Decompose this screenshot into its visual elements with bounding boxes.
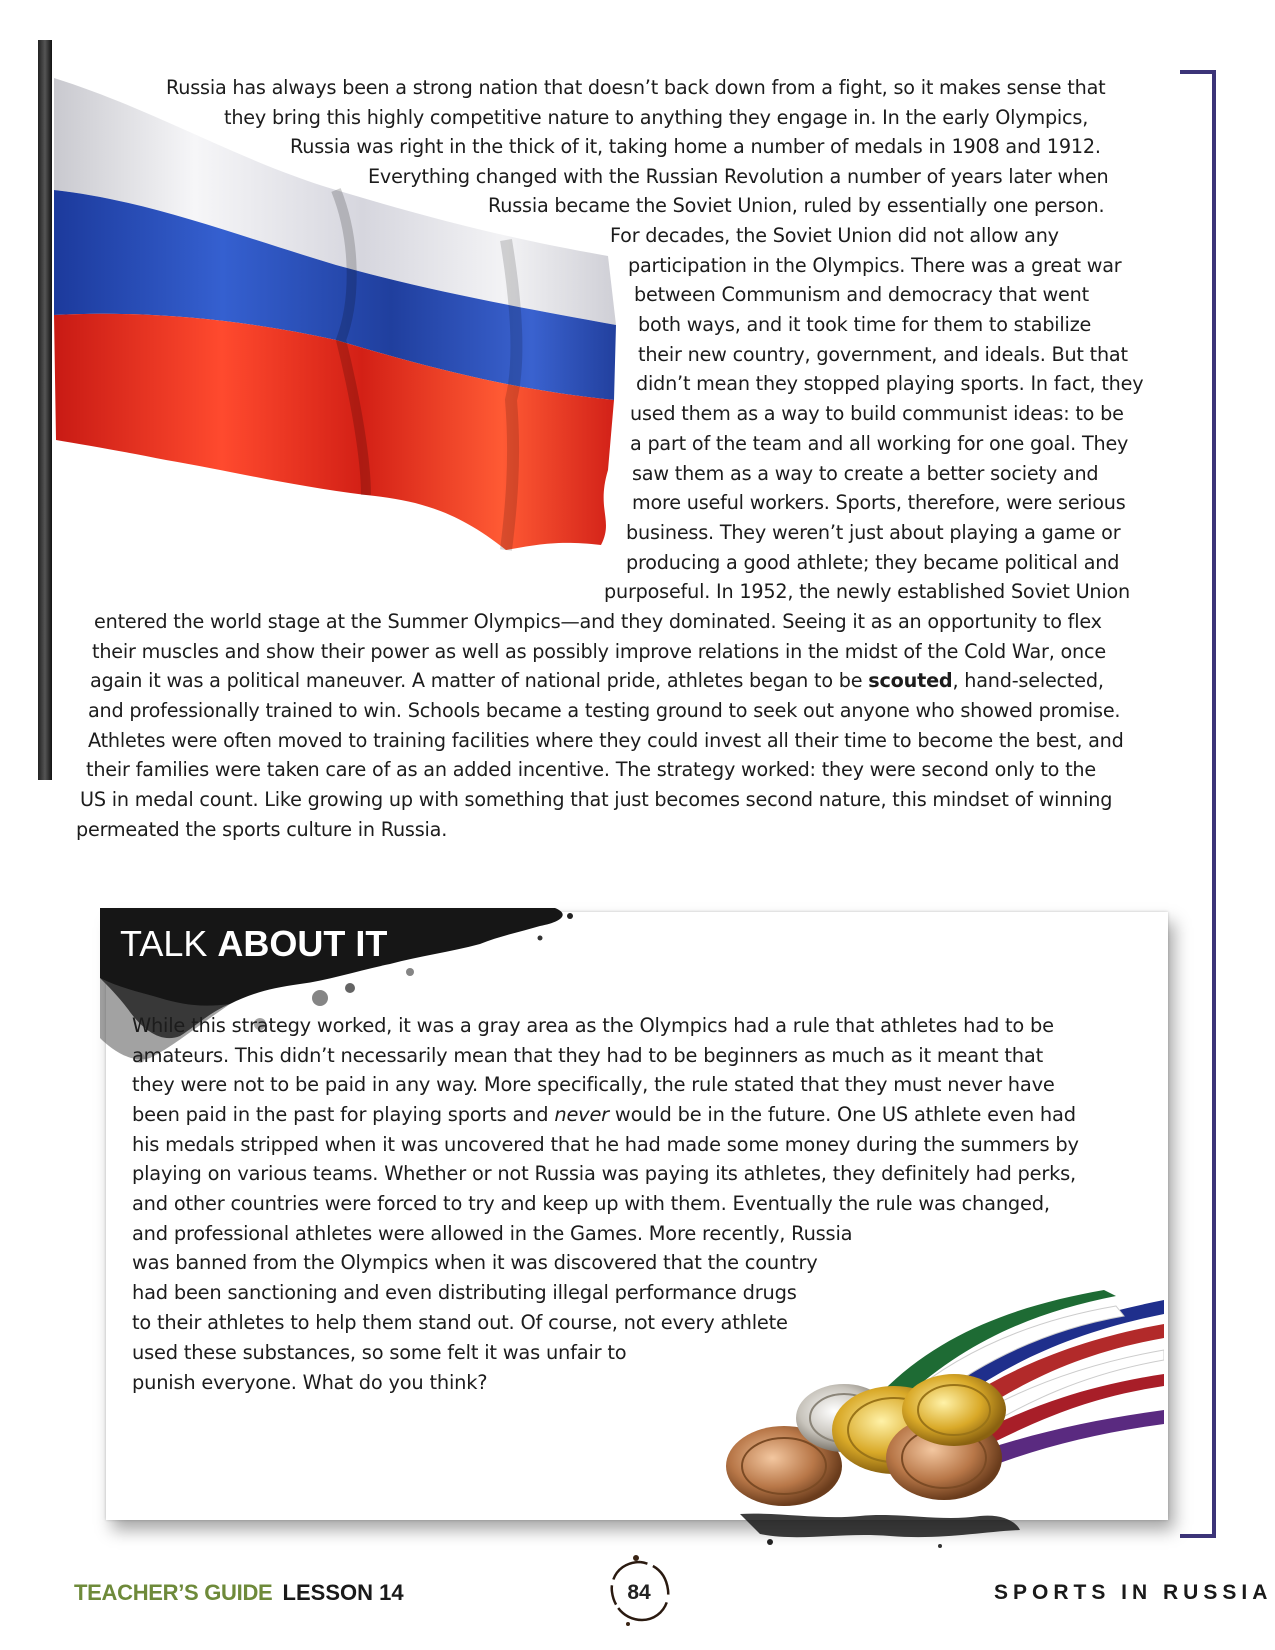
intro-line-post: , hand-selected, [952,669,1104,692]
talk-line-never [132,1103,1076,1127]
intro-line: participation in the Olympics. There was a great war [628,254,1122,277]
footer-lesson: LESSON 14 [282,1580,404,1605]
olympic-medals-image [724,1290,1164,1518]
intro-line: both ways, and it took time for them to stabilize [638,313,1092,336]
keyword-scouted: scouted [868,669,953,692]
intro-line: purposeful. In 1952, the newly established Soviet Union [604,580,1131,603]
intro-line: Russia has always been a strong nation that doesn’t back down from a fight, so it makes sense that [166,76,1106,99]
intro-line: Everything changed with the Russian Revolution a number of years later when [368,165,1109,188]
intro-line: used them as a way to build communist ideas: to be [630,402,1124,425]
footer-guide: TEACHER’S GUIDE [74,1580,273,1605]
intro-line: Russia became the Soviet Union, ruled by essentially one person. [488,194,1105,217]
intro-line: entered the world stage at the Summer Olympics—and they dominated. Seeing it as an opportunity to flex [94,610,1102,633]
intro-line-pre: again it was a political maneuver. A matter of national pride, athletes began to be [90,669,869,692]
talk-line: was banned from the Olympics when it was discovered that the country [132,1251,818,1274]
intro-line: didn’t mean they stopped playing sports. In fact, they [636,372,1144,395]
talk-line-pre: been paid in the past for playing sports and [132,1103,555,1126]
intro-line: more useful workers. Sports, therefore, were serious [632,491,1126,514]
intro-line: they bring this highly competitive nature to anything they engage in. In the early Olympics, [224,106,1089,129]
intro-line: their families were taken care of as an added incentive. The strategy worked: they were second only to the [86,758,1096,781]
talk-line: used these substances, so some felt it was unfair to [132,1341,627,1364]
talk-line: playing on various teams. Whether or not Russia was paying its athletes, they definitely had perks, [132,1162,1077,1185]
intro-line: Athletes were often moved to training facilities where they could invest all their time to become the best, and [88,729,1124,752]
page-bracket [1178,68,1220,1546]
intro-line: their new country, government, and ideals. But that [638,343,1128,366]
intro-line: US in medal count. Like growing up with something that just becomes second nature, this mindset of winning [80,788,1113,811]
talk-line: to their athletes to help them stand out. Of course, not every athlete [132,1311,788,1334]
talk-line: amateurs. This didn’t necessarily mean that they had to be beginners as much as it meant that [132,1044,1043,1067]
intro-line: Russia was right in the thick of it, taking home a number of medals in 1908 and 1912. [290,135,1101,158]
talk-line: and other countries were forced to try and keep up with them. Eventually the rule was changed, [132,1192,1050,1215]
intro-line: between Communism and democracy that went [634,283,1089,306]
keyword-never: never [554,1103,609,1126]
talk-line: punish everyone. What do you think? [132,1371,488,1394]
intro-line: business. They weren’t just about playing a game or [626,521,1121,544]
intro-line: their muscles and show their power as well as possibly improve relations in the midst of the Cold War, once [92,640,1106,663]
intro-line: For decades, the Soviet Union did not allow any [610,224,1059,247]
talk-about-it-title [120,920,387,968]
talk-title-bold: ABOUT IT [217,923,388,964]
ink-splatter-bottom [740,1510,1020,1550]
talk-line: While this strategy worked, it was a gray area as the Olympics had a rule that athletes had to be [132,1014,1054,1037]
footer-section-title: SPORTS IN RUSSIA [994,1581,1273,1604]
talk-line: they were not to be paid in any way. More specifically, the rule stated that they must never have [132,1073,1055,1096]
talk-line: had been sanctioning and even distributing illegal performance drugs [132,1281,797,1304]
intro-line: a part of the team and all working for one goal. They [630,432,1129,455]
page-number: 84 [627,1581,651,1604]
intro-line: permeated the sports culture in Russia. [76,818,448,841]
talk-title-light: TALK [120,923,208,964]
talk-line: his medals stripped when it was uncovered that he had made some money during the summers by [132,1133,1079,1156]
intro-line: saw them as a way to create a better society and [632,462,1099,485]
footer-lesson-label [74,1576,404,1610]
talk-line-post: would be in the future. One US athlete even had [608,1103,1076,1126]
intro-line-scouted [90,669,1104,693]
intro-line: and professionally trained to win. Schools became a testing ground to seek out anyone who showed promise. [88,699,1121,722]
intro-line: producing a good athlete; they became political and [626,551,1120,574]
talk-line: and professional athletes were allowed in the Games. More recently, Russia [132,1222,853,1245]
